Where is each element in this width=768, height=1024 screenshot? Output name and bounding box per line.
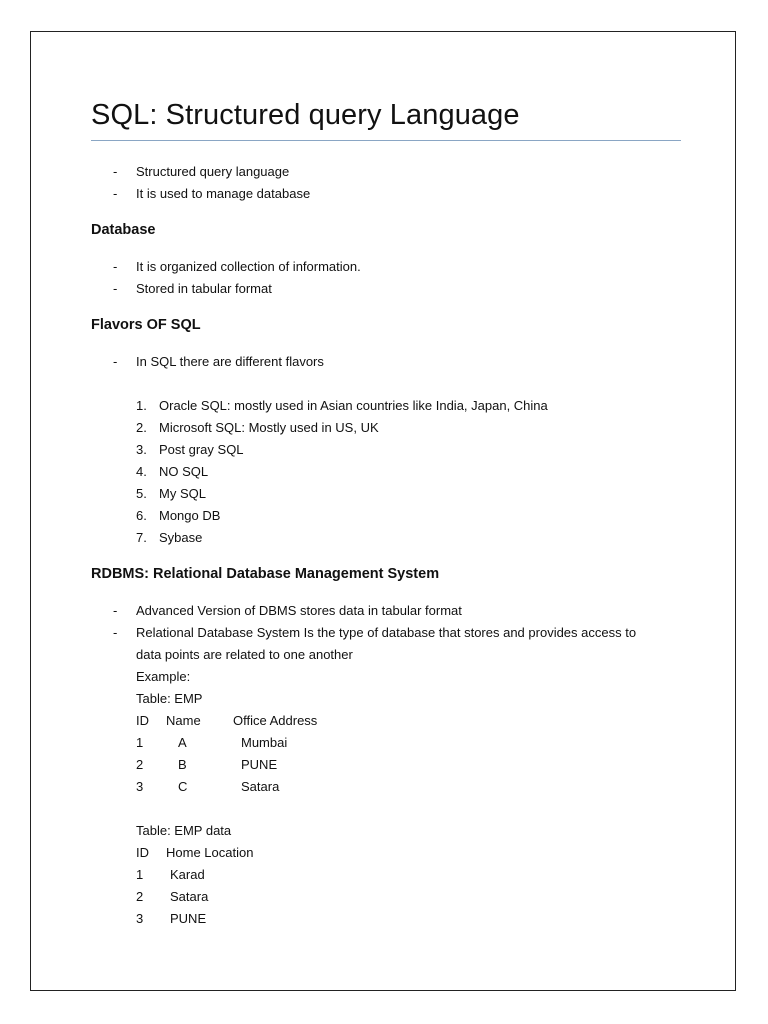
list-item: - In SQL there are different flavors [113, 354, 324, 369]
example-label: Example: [136, 669, 191, 684]
list-item: - Relational Database System Is the type of database that stores and provides access to [113, 625, 637, 640]
intro-list [91, 161, 681, 205]
list-item: 7. Sybase [136, 530, 203, 545]
table-row: 2 B PUNE [136, 757, 278, 772]
section-heading-flavors: Flavors OF SQL [91, 317, 201, 333]
flavors-numbered-list [91, 395, 681, 549]
table-row: 3 PUNE [136, 911, 207, 926]
flavors-intro-list [91, 351, 681, 373]
table-header-row: ID Home Location [136, 845, 254, 860]
document-page [30, 31, 736, 991]
table-emp-data [91, 820, 681, 930]
database-list [91, 256, 681, 300]
list-item: - Structured query language [113, 164, 290, 179]
table-emp [91, 688, 681, 798]
section-heading-rdbms: RDBMS: Relational Database Management System [91, 566, 440, 582]
table-row: 3 C Satara [136, 779, 280, 794]
list-item: 1. Oracle SQL: mostly used in Asian countries like India, Japan, China [136, 398, 548, 413]
rdbms-list [91, 600, 681, 644]
table-header-row: ID Name Office Address [136, 713, 318, 728]
table-caption: Table: EMP [136, 691, 203, 706]
list-item: - Advanced Version of DBMS stores data in tabular format [113, 603, 462, 618]
list-item: 3. Post gray SQL [136, 442, 244, 457]
table-caption: Table: EMP data [136, 823, 232, 838]
list-item: 6. Mongo DB [136, 508, 221, 523]
list-item: - Stored in tabular format [113, 281, 272, 296]
list-item: - It is organized collection of information. [113, 259, 361, 274]
list-item: 5. My SQL [136, 486, 206, 501]
rdbms-continuation: data points are related to one another [136, 647, 353, 662]
table-row: 1 A Mumbai [136, 735, 288, 750]
list-item: - It is used to manage database [113, 186, 311, 201]
table-row: 1 Karad [136, 867, 205, 882]
page-title: SQL: Structured query Language [91, 99, 520, 131]
list-item: 2. Microsoft SQL: Mostly used in US, UK [136, 420, 379, 435]
list-item: 4. NO SQL [136, 464, 209, 479]
section-heading-database: Database [91, 222, 156, 238]
document-content [91, 96, 681, 930]
table-row: 2 Satara [136, 889, 209, 904]
title-underline [91, 140, 681, 141]
